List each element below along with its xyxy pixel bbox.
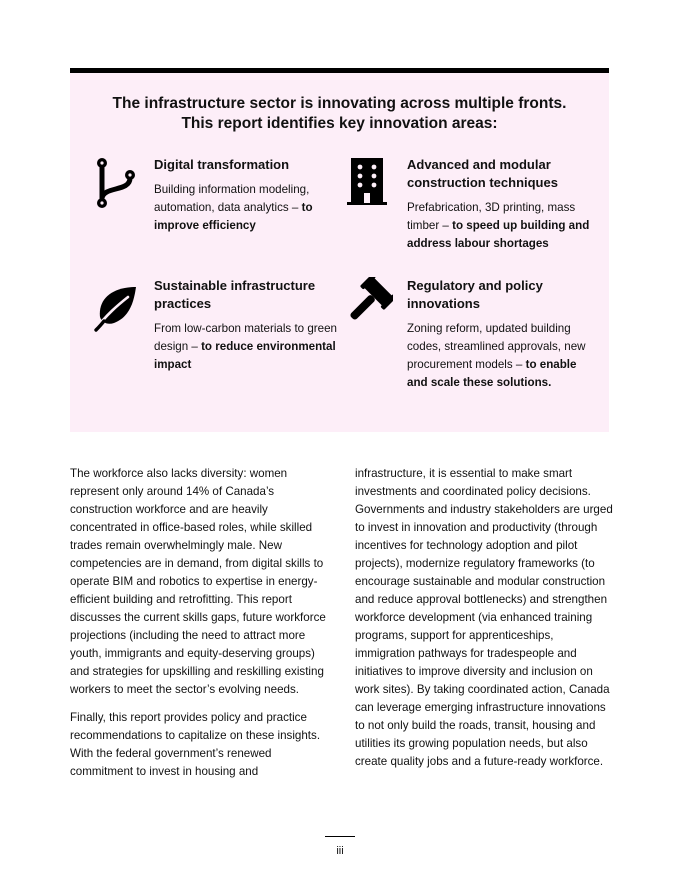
- item-body-text: Building information modeling, automation, data analytics –: [154, 183, 310, 214]
- callout-title: [70, 94, 609, 134]
- branch-icon: [92, 156, 140, 212]
- innovation-areas-callout: [70, 68, 609, 432]
- body-paragraph: Finally, this report provides policy and practice recommendations to capitalize on these insights. With the federal government’s renewed commitment to invest in housing and: [70, 711, 321, 778]
- leaf-icon: [92, 281, 140, 337]
- page-number: iii: [336, 845, 344, 857]
- item-body-emphasis: to speed up building and address labour shortages: [407, 219, 590, 250]
- item-body: [407, 199, 597, 253]
- item-body-emphasis: to enable and scale these solutions.: [407, 358, 577, 389]
- callout-title-line-2: This report identifies key innovation areas:: [181, 115, 498, 132]
- item-heading: Sustainable infrastructure practices: [154, 278, 316, 311]
- item-body-text: Prefabrication, 3D printing, mass timber –: [407, 201, 576, 232]
- gavel-icon: [345, 277, 393, 333]
- item-body: [154, 320, 344, 374]
- callout-title-line-1: The infrastructure sector is innovating across multiple fronts.: [112, 95, 567, 112]
- item-heading: Digital transformation: [154, 157, 290, 172]
- item-body-emphasis: to improve efficiency: [154, 201, 313, 232]
- item-body-text: Zoning reform, updated building codes, streamlined approvals, new procurement models –: [407, 322, 586, 371]
- item-heading: Regulatory and policy innovations: [407, 278, 543, 311]
- item-body-text: From low-carbon materials to green design –: [154, 322, 337, 353]
- item-body: [154, 181, 344, 235]
- body-column-left: [70, 465, 328, 791]
- footer-rule: [325, 836, 355, 837]
- item-body-emphasis: to reduce environmental impact: [154, 340, 336, 371]
- body-paragraph: infrastructure, it is essential to make smart investments and coordinated policy decisions. Governments and industry stakeholders are urged to invest in innovation and productivity (through incentives for technology adoption and pilot projects), modernize regulatory frameworks (to encourage sustainable and modular construction and reduce approval bottlenecks) and strengthen workforce development (via enhanced training programs, support for apprenticeships, immigration pathways for tradespeople and initiatives to improve diversity and inclusion on work sites). By taking coordinated action, Canada can leverage emerging infrastructure innovations to not only build the roads, transit, housing and utilities its growing population needs, but also create quality jobs and a future-ready workforce.: [355, 467, 613, 768]
- body-paragraph: The workforce also lacks diversity: women represent only around 14% of Canada’s construction workforce and are heavily concentrated in office-based roles, while skilled trades remain overwhelmingly male. New competencies are in demand, from digital skills to operate BIM and robotics to expertise in energy-efficient building and retrofitting. This report discusses the current skills gaps, future workforce projections (including the need to attract more youth, immigrants and equity-deserving groups) and strategies for upskilling and reskilling existing workers to meet the sector’s evolving needs.: [70, 467, 326, 696]
- item-heading: Advanced and modular construction techniques: [407, 157, 558, 190]
- item-body: [407, 320, 597, 392]
- building-icon: [345, 156, 393, 212]
- body-column-right: [355, 465, 613, 781]
